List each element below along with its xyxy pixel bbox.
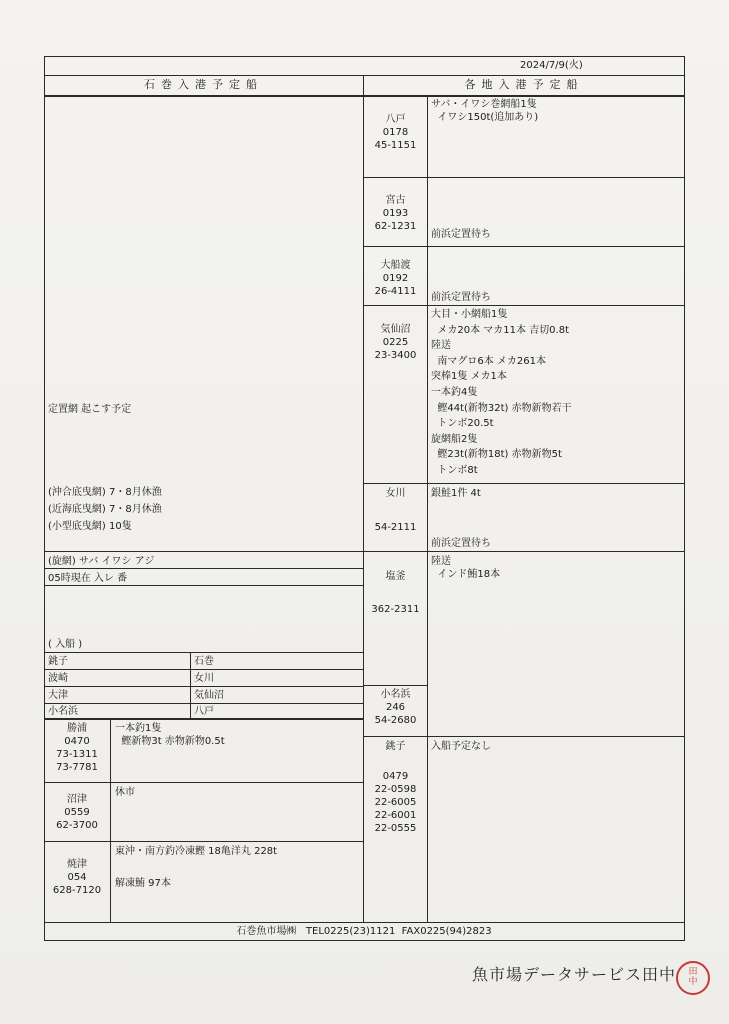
port-tel: 0193 (382, 208, 409, 219)
info-line: 南マグロ6本 メカ261本 (431, 355, 546, 367)
rule (44, 652, 364, 653)
port-cell-hachinohe (364, 113, 427, 152)
info-line: 銀鮭1件 4t (431, 488, 481, 499)
port-tel: 0559 (64, 807, 90, 818)
port-name: 小名浜 (48, 706, 78, 717)
trawl-small: (小型底曳網) 10隻 (48, 521, 132, 532)
port-tel: 22-0598 (374, 784, 417, 795)
left-section-title: 石巻入港予定船 (144, 78, 263, 91)
info-line: 鰹44t(新物32t) 赤物新物若干 (431, 402, 572, 414)
port-name: 女川 (194, 673, 214, 684)
purse-seine-label: (旋網) サバ イワシ アジ (48, 556, 155, 567)
port-info-kesennuma (431, 307, 572, 479)
port-info-shiogama (431, 555, 500, 581)
port-tel: 0225 (382, 337, 409, 348)
port-name: 八戸 (385, 114, 406, 125)
port-cell-ofunato (364, 259, 427, 298)
arrival-status: 05時現在 入レ 番 (48, 573, 128, 584)
port-tel: 73-1311 (56, 749, 98, 760)
port-info-katsuura (115, 722, 225, 748)
info-line: 前浜定置待ち (431, 538, 491, 549)
trawl-offshore: (沖合底曳網) 7・8月休漁 (48, 487, 162, 498)
port-tel: 45-1151 (374, 140, 417, 151)
rule (44, 922, 685, 923)
rule (363, 551, 684, 552)
rule (427, 97, 428, 922)
info-line: 突棒1隻 メカ1本 (431, 371, 507, 383)
port-tel: 62-3700 (56, 820, 98, 831)
rule (363, 246, 684, 247)
info-line: 入船予定なし (431, 741, 491, 752)
port-tel: 0470 (64, 736, 90, 747)
info-line: トンボ8t (431, 464, 478, 476)
info-line: 陸送 (431, 340, 451, 352)
port-name: 沼津 (67, 794, 87, 805)
port-tel: 23-3400 (374, 350, 417, 361)
port-name: 小名浜 (380, 689, 411, 700)
info-line: 陸送 (431, 556, 451, 567)
info-line: メカ20本 マカ11本 吉切0.8t (431, 324, 569, 336)
document-date: 2024/7/9(火) (520, 60, 583, 71)
hanko-seal: 田 中 (676, 961, 710, 995)
arrivals-label: ( 入船 ) (48, 639, 83, 650)
port-cell-onahama (364, 688, 427, 727)
port-name: 気仙沼 (194, 690, 224, 701)
info-line: 旋網船2隻 (431, 433, 478, 445)
port-tel: 054 (67, 872, 87, 883)
info-line: 前浜定置待ち (431, 229, 491, 240)
port-cell-katsuura (44, 722, 110, 774)
teichi-note: 定置網 起こす予定 (48, 404, 132, 415)
rule (44, 585, 364, 586)
port-name: 石巻 (194, 656, 214, 667)
info-line: 前浜定置待ち (431, 292, 491, 303)
port-name: 女川 (385, 488, 406, 499)
port-name: 塩釜 (385, 571, 406, 582)
rule (190, 652, 191, 719)
port-info-hachinohe (431, 98, 538, 124)
rule (363, 305, 684, 306)
port-tel: 22-0555 (374, 823, 417, 834)
rule (44, 718, 364, 720)
port-name: 八戸 (194, 706, 214, 717)
port-name: 波崎 (48, 673, 68, 684)
port-name: 気仙沼 (380, 324, 411, 335)
port-cell-yaizu (44, 858, 110, 897)
rule (110, 720, 111, 922)
port-name: 銚子 (385, 741, 406, 752)
rule (363, 483, 684, 484)
port-name: 勝浦 (67, 723, 87, 734)
info-line: 大目・小網船1隻 (431, 309, 508, 320)
rule (44, 782, 364, 783)
rule (44, 669, 364, 670)
rule (44, 551, 364, 552)
port-tel: 22-6001 (374, 810, 417, 821)
info-line: 休市 (115, 787, 135, 798)
rule (363, 177, 684, 178)
rule (44, 568, 364, 569)
port-cell-numazu (44, 793, 110, 832)
rule (363, 736, 684, 737)
info-line: 東沖・南方釣冷凍鰹 18亀洋丸 228t (115, 846, 278, 857)
rule (44, 95, 685, 97)
trawl-coastal: (近海底曳網) 7・8月休漁 (48, 504, 162, 515)
info-line: 一本釣4隻 (431, 386, 478, 398)
footer-contact: 石巻魚市場㈱ TEL0225(23)1121 FAX0225(94)2823 (236, 926, 492, 937)
port-tel: 73-7781 (56, 762, 98, 773)
rule (44, 940, 685, 941)
rule (44, 703, 364, 704)
port-tel: 0192 (382, 273, 409, 284)
signature: 魚市場データサービス田中 (472, 965, 677, 984)
info-line: 解凍鮪 97本 (115, 878, 171, 889)
port-tel-list (364, 770, 427, 835)
port-tel: 0479 (382, 771, 409, 782)
port-tel: 22-6005 (374, 797, 417, 808)
right-section-title: 各地入港予定船 (464, 78, 584, 91)
info-line: 一本釣1隻 (115, 723, 162, 734)
info-line: 鰹23t(新物18t) 赤物新物5t (431, 449, 562, 461)
port-name: 宮古 (385, 195, 406, 206)
info-line: トンボ20.5t (431, 418, 494, 430)
rule (44, 841, 364, 842)
port-tel: 362-2311 (371, 604, 420, 615)
rule (44, 686, 364, 687)
port-tel: 0178 (382, 127, 409, 138)
port-name: 銚子 (48, 656, 68, 667)
rule (44, 75, 685, 76)
port-tel: 54-2680 (374, 715, 417, 726)
port-cell-kesennuma (364, 323, 427, 362)
port-name: 大船渡 (380, 260, 411, 271)
port-tel: 628-7120 (52, 885, 102, 896)
info-line: 鰹新物3t 赤物新物0.5t (115, 736, 225, 747)
port-name: 大津 (48, 690, 68, 701)
port-tel: 26-4111 (374, 286, 417, 297)
info-line: サバ・イワシ巻網船1隻 (431, 99, 537, 110)
port-name: 焼津 (67, 859, 87, 870)
info-line: イワシ150t(追加あり) (431, 112, 539, 123)
rule (363, 685, 428, 686)
port-tel: 62-1231 (374, 221, 417, 232)
port-tel: 54-2111 (374, 522, 417, 533)
info-line: インド鮪18本 (431, 569, 501, 580)
port-tel: 246 (385, 702, 406, 713)
rule (684, 56, 685, 940)
rule (44, 56, 685, 57)
port-cell-miyako (364, 194, 427, 233)
